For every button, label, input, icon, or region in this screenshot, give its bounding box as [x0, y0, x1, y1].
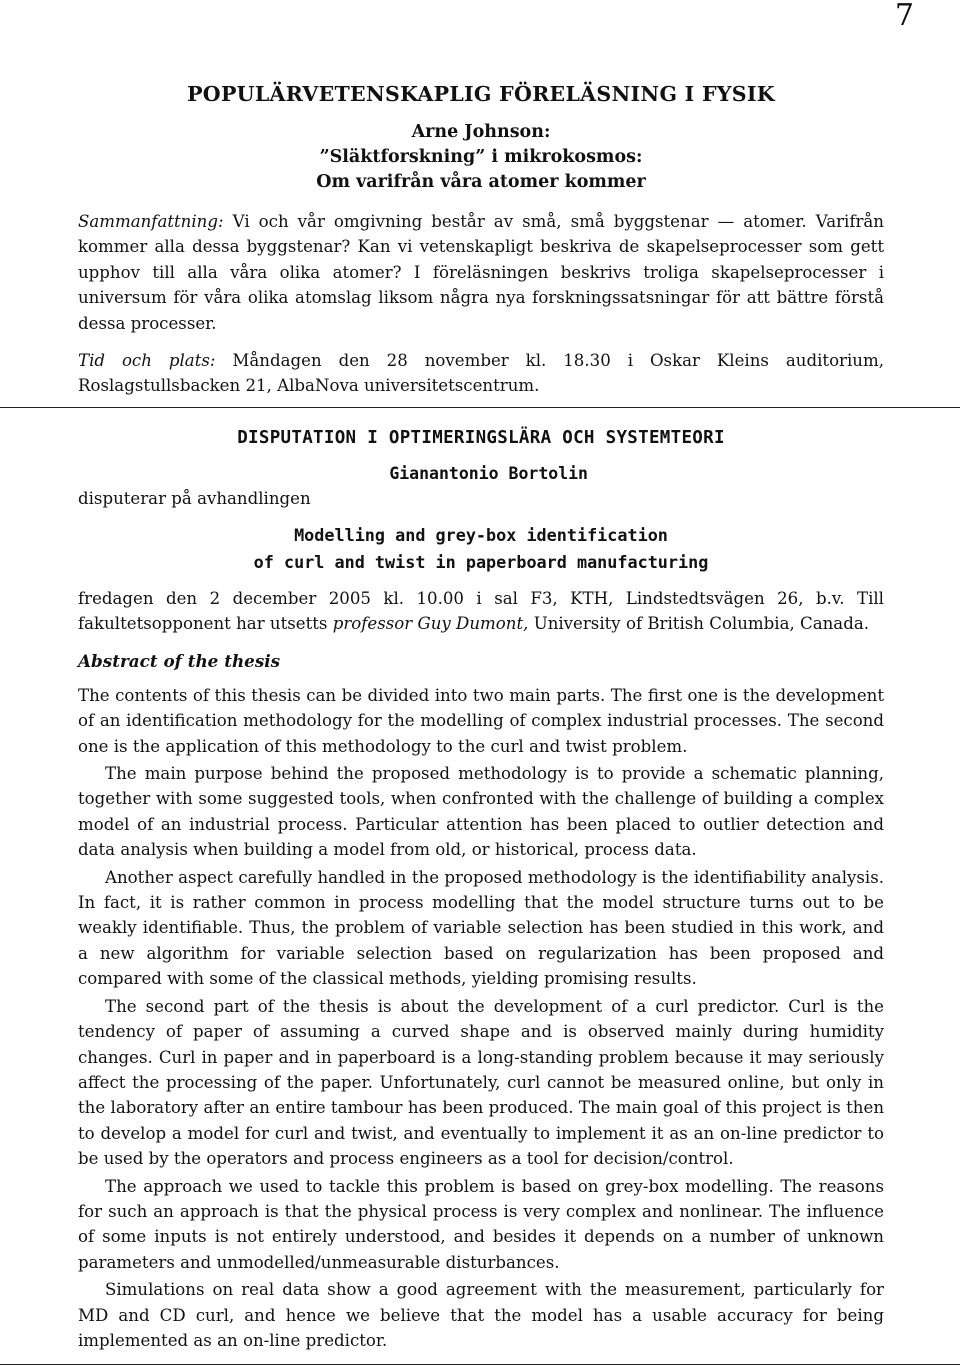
- abstract-heading: Abstract of the thesis: [78, 650, 281, 671]
- timeplace-text: Måndagen den 28 november kl. 18.30 i Oskar Kleins auditorium, Roslagstullsbacken 21, AlbaNova universitetscentrum.: [78, 351, 884, 396]
- summary-text: Vi och vår omgivning består av små, små byggstenar — atomer. Varifrån kommer alla dessa byggstenar? Kan vi vetenskapligt beskriva de skapelseprocesser som gett upphov till alla våra olika atomer? I föreläsningen beskrivs troliga skapelseprocesser i universum för våra olika atomslag liksom några nya forskningssatsningar för att bättre förstå dessa processer.: [78, 212, 884, 333]
- disputation-heading: DISPUTATION I OPTIMERINGSLÄRA OCH SYSTEMTEORI: [237, 428, 725, 448]
- disputation-section: [78, 428, 884, 1353]
- thesis-title-line1: Modelling and grey-box identification: [294, 525, 668, 545]
- when-text: fredagen den 2 december 2005 kl. 10.00 i sal F3, KTH, Lindstedtsvägen 26, b.v. Till fakultetsopponent har utsetts: [78, 589, 884, 634]
- lecture-heading: POPULÄRVETENSKAPLIG FÖRELÄSNING I FYSIK: [187, 82, 775, 106]
- lecture-summary: [78, 209, 884, 336]
- lecture-title-line2: Om varifrån våra atomer kommer: [316, 172, 646, 192]
- summary-label: Sammanfattning:: [78, 212, 224, 231]
- abstract-paragraph: The second part of the thesis is about the development of a curl predictor. Curl is the tendency of paper of assuming a curved shape and is observed mainly during humidity changes. Curl in paper and in paperboard is a long-standing problem because it may seriously affect the processing of the paper. Unfortunately, curl cannot be measured online, but only in the laboratory after an entire tambour has been produced. The main goal of this project is then to develop a model for curl and twist, and eventually to implement it as an on-line predictor to be used by the operators and process engineers as a tool for decision/control.: [78, 996, 884, 1169]
- abstract-paragraph: The main purpose behind the proposed methodology is to provide a schematic planning, together with some suggested tools, when confronted with the challenge of building a complex model of an industrial process. Particular attention has been placed to outlier detection and data analysis when building a model from old, or historical, process data.: [78, 764, 884, 860]
- page-number: 7: [894, 0, 914, 33]
- section-divider: [0, 407, 960, 408]
- bottom-divider: [0, 1364, 960, 1365]
- abstract-paragraph: Simulations on real data show a good agreement with the measurement, particularly for MD and CD curl, and hence we believe that the model has a usable accuracy for being implemented as an on-line predictor.: [78, 1280, 884, 1350]
- abstract-body: [78, 683, 884, 1354]
- candidate-name: Gianantonio Bortolin: [389, 464, 588, 483]
- opponent-affiliation: University of British Columbia, Canada.: [533, 614, 869, 634]
- lecture-speaker: Arne Johnson:: [411, 122, 551, 142]
- disputation-intro: disputerar på avhandlingen: [78, 489, 311, 508]
- abstract-paragraph: The approach we used to tackle this problem is based on grey-box modelling. The reasons for such an approach is that the physical process is very complex and nonlinear. The influence of some inputs is not entirely understood, and besides it depends on a number of unknown parameters and unmodelled/unmeasurable disturbances.: [78, 1176, 884, 1272]
- lecture-time-place: [78, 348, 884, 399]
- abstract-paragraph: Another aspect carefully handled in the proposed methodology is the identifiability analysis. In fact, it is rather common in process modelling that the model structure turns out to be weakly identifiable. Thus, the problem of variable selection has been studied in this work, and a new algorithm for variable selection based on regularization has been proposed and compared with some of the classical methods, yielding promising results.: [78, 867, 884, 989]
- lecture-title-line1: ”Släktforskning” i mikrokosmos:: [319, 147, 643, 167]
- abstract-paragraph: The contents of this thesis can be divided into two main parts. The first one is the development of an identification methodology for the modelling of complex industrial processes. The second one is the application of this methodology to the curl and twist problem.: [78, 685, 884, 756]
- disputation-when: [78, 586, 884, 637]
- timeplace-label: Tid och plats:: [78, 351, 216, 371]
- opponent-name: professor Guy Dumont,: [332, 614, 529, 634]
- thesis-title: [78, 522, 884, 576]
- thesis-title-line2: of curl and twist in paperboard manufacturing: [253, 552, 709, 572]
- lecture-section: [78, 82, 884, 399]
